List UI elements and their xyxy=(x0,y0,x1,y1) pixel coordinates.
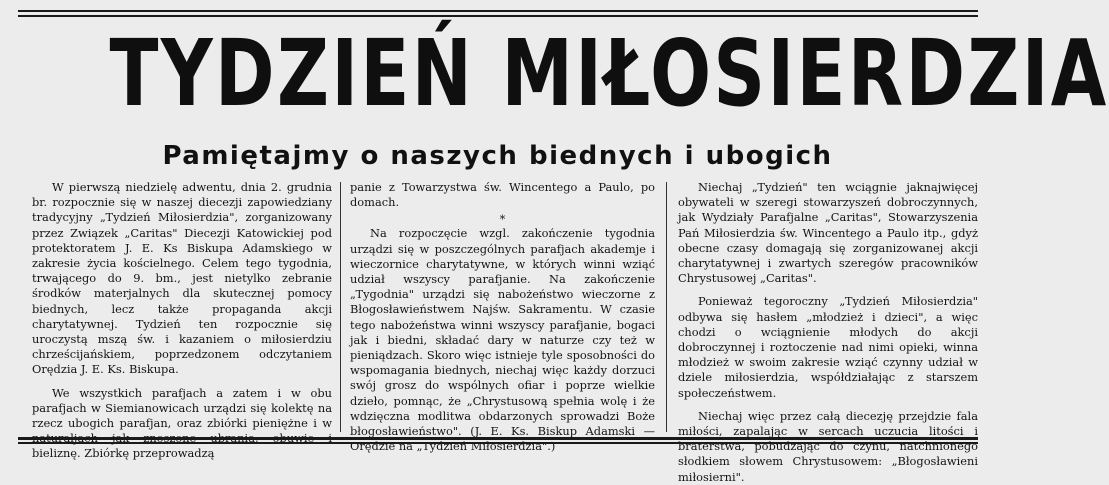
paragraph: Ponieważ tegoroczny „Tydzień Miłosierdzia" odbywa się hasłem „młodzież i dzieci", a więc chodzi o wciągnienie młodych do akcji dobroczynnej i roztoczenie nad nimi opieki, winna młodzież w swoim zakresie wziąć czynny udział w dziele miłosierdzia, współdziałając z starszem społeczeństwem. xyxy=(678,294,978,400)
subheadline: Pamiętajmy o naszych biednych i ubogich xyxy=(162,141,833,171)
paragraph: We wszystkich parafjach a zatem i w obu parafjach w Siemianowicach urządzi się kolektę na rzecz ubogich parafjan, oraz zbiórki pieniężne i w naturaljach jak znoszone ubrania, obuwie i bieliznę. Zbiórkę przeprowadzą xyxy=(32,385,332,461)
paragraph: W pierwszą niedzielę adwentu, dnia 2. grudnia br. rozpocznie się w naszej diecezji zapowiedziany tradycyjny „Tydzień Miłosierdzia", zorganizowany przez Związek „Caritas" Diecezji Katowickiej pod protektoratem J. E. Ks Biskupa Adamskiego w zakresie życia kościelnego. Celem tego tygodnia, trwającego do 9. bm., jest nietylko zebranie środków materjalnych dla skutecznej pomocy biednych, lecz także propaganda akcji charytatywnej. Tydzień ten rozpocznie się uroczystą mszą św. i kazaniem o miłosierdziu chrześcijańskiem, poprzedzonem odczytaniem Orędzia J. E. Ks. Biskupa. xyxy=(32,180,332,377)
article-column-3 xyxy=(678,180,978,484)
paragraph: Niechaj więc przez całą diecezję przejdzie fala miłości, zapalając w sercach uczucia litości i braterstwa, pobudzając do czynu, natchnionego słodkiem słowem Chrystusowem: „Błogosławieni miłosierni". xyxy=(678,408,978,484)
bottom-double-rule xyxy=(18,437,978,444)
column-divider xyxy=(666,182,667,432)
article-column-1 xyxy=(32,180,332,461)
section-separator: * xyxy=(499,212,506,227)
paragraph: panie z Towarzystwa św. Wincentego a Paulo, po domach. xyxy=(350,180,655,210)
paragraph: Na rozpoczęcie wzgl. zakończenie tygodnia urządzi się w poszczególnych parafjach akademje i wieczornice charytatywne, w których winni wziąć udział wszyscy parafjanie. Na zakończenie „Tygodnia" urządzi się nabożeństwo wieczorne z Błogosławieństwem Najśw. Sakramentu. W czasie tego nabożeństwa winni wszyscy parafjanie, bogaci jak i biedni, składać dary w naturze czy też w pieniądzach. Skoro więc istnieje tyle sposobności do wspomagania biednych, niechaj więc każdy dorzuci swój grosz do wspólnych ofiar i poprze wielkie dzieło, pomnąc, że „Chrystusową spełnia wolę i że wdzięczna modlitwa obdarzonych sprowadzi Boże błogosławieństwo". (J. E. Ks. Biskup Adamski — Orędzie na „Tydzień Miłosierdzia".) xyxy=(350,226,655,454)
top-double-rule xyxy=(18,10,978,17)
column-divider xyxy=(340,182,341,432)
headline: TYDZIEŃ MIŁOSIERDZIA xyxy=(109,20,1109,127)
paragraph: Niechaj „Tydzień" ten wciągnie jaknajwięcej obywateli w szeregi stowarzyszeń dobroczynnych, jak Wydziały Parafjalne „Caritas", Stowarzyszenia Pań Miłosierdzia św. Wincentego a Paulo itp., gdyż obecne czasy domagają się zorganizowanej akcji charytatywnej i zwartych szeregów pracowników Chrystusowej „Caritas". xyxy=(678,180,978,286)
article-column-2 xyxy=(350,180,655,454)
